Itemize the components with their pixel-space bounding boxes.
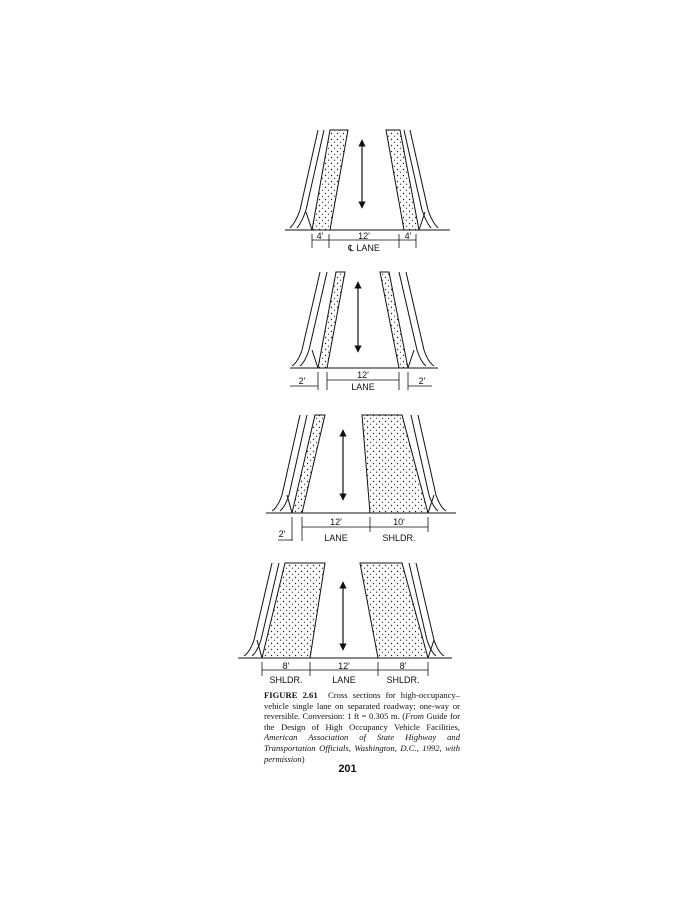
dim-left-shoulder: 4' — [316, 231, 324, 241]
caption-from: From — [405, 711, 424, 722]
dim-right-shoulder: 4' — [404, 231, 412, 241]
right-shoulder — [360, 563, 428, 658]
dim-left-shoulder-label: SHLDR. — [269, 675, 303, 685]
dim-lane-width: 12' — [330, 517, 342, 527]
right-shoulder — [386, 130, 419, 230]
panel-1 — [285, 130, 450, 253]
right-shoulder — [380, 272, 408, 368]
panel-4 — [238, 563, 452, 685]
left-shoulder — [312, 130, 348, 230]
dim-lane-label: LANE — [324, 533, 348, 543]
dim-lane-label: LANE — [332, 675, 356, 685]
dim-left-shoulder-width: 8' — [282, 661, 290, 671]
dim-right-shoulder-width: 8' — [399, 661, 407, 671]
lane-centerline-label: ℄ LANE — [348, 243, 380, 253]
dim-lane-width: 12' — [357, 370, 369, 380]
dim-shoulder-width: 10' — [393, 517, 405, 527]
dim-lane-width: 12' — [358, 231, 370, 241]
panel-2 — [290, 272, 438, 392]
dim-right-shoulder: 2' — [418, 376, 426, 386]
figure-caption — [264, 690, 460, 764]
panel-3 — [266, 415, 456, 543]
caption-source: American Association of State Highway and Transportation Officials, Washington, D.C., 1992, with permission — [264, 732, 460, 764]
dim-left-shoulder: 2' — [298, 376, 306, 386]
figure-label: FIGURE 2.61 — [264, 690, 318, 700]
caption-text: Cross sections for high-occupancy–vehicle single lane on separated roadway; one-way or reversible. Conversion: 1 ft = 0.305 m. ( — [264, 690, 460, 722]
left-shoulder — [262, 563, 325, 658]
dim-right-shoulder-label: SHLDR. — [386, 675, 420, 685]
dim-left-shoulder: 2' — [278, 529, 286, 539]
left-shoulder — [318, 272, 345, 368]
caption-guide: Guide for the Design of High Occupancy Vehicle Facilities, — [264, 711, 460, 732]
page-number: 201 — [338, 763, 357, 775]
right-shoulder — [362, 415, 428, 513]
dim-shoulder-label: SHLDR. — [382, 533, 416, 543]
caption-close: ) — [301, 753, 305, 764]
dim-lane-label: LANE — [351, 382, 375, 392]
dim-lane-width: 12' — [338, 661, 350, 671]
